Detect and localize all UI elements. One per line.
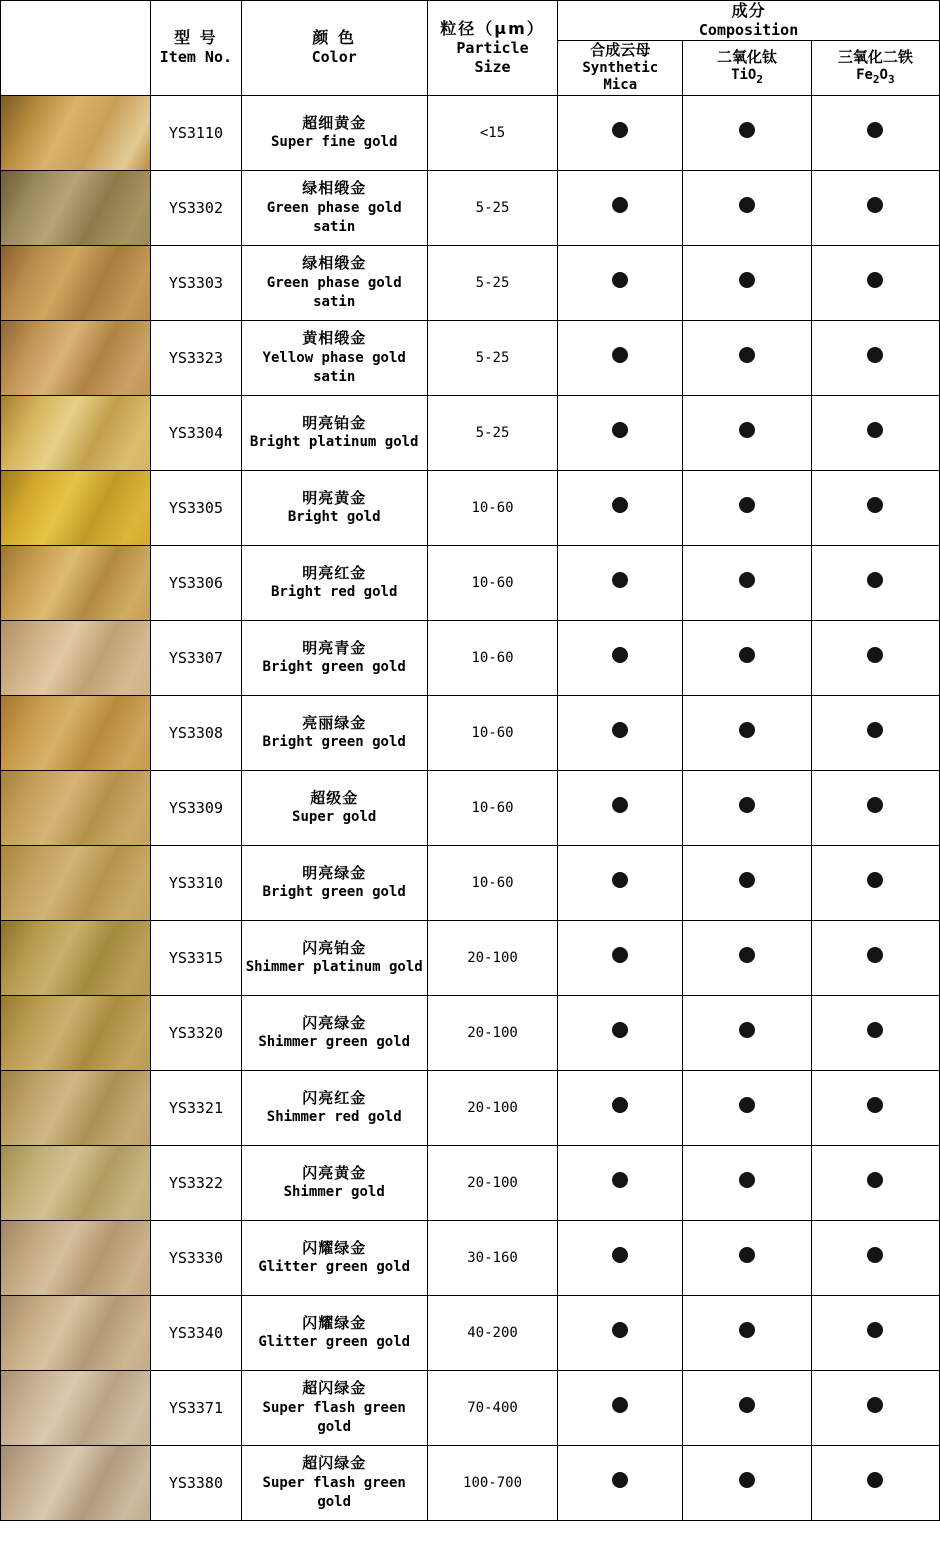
color-name-cell bbox=[241, 170, 427, 245]
filled-dot-icon bbox=[739, 122, 755, 138]
item-no-cell: YS3307 bbox=[151, 620, 241, 695]
particle-size-cell: 10-60 bbox=[427, 470, 557, 545]
particle-size-cell: 5-25 bbox=[427, 245, 557, 320]
filled-dot-icon bbox=[739, 1022, 755, 1038]
color-name-cell bbox=[241, 1070, 427, 1145]
filled-dot-icon bbox=[612, 947, 628, 963]
color-name-cn: 明亮青金 bbox=[302, 638, 367, 657]
item-no-cell: YS3322 bbox=[151, 1145, 241, 1220]
header-tio2-cn: 二氧化钛 bbox=[717, 48, 778, 67]
filled-dot-icon bbox=[612, 1097, 628, 1113]
particle-size-cell: <15 bbox=[427, 95, 557, 170]
filled-dot-icon bbox=[867, 1472, 883, 1488]
filled-dot-icon bbox=[867, 272, 883, 288]
particle-size-cell: 20-100 bbox=[427, 1145, 557, 1220]
filled-dot-icon bbox=[867, 647, 883, 663]
particle-size-cell: 10-60 bbox=[427, 620, 557, 695]
color-name-cell bbox=[241, 845, 427, 920]
filled-dot-icon bbox=[739, 797, 755, 813]
filled-dot-icon bbox=[612, 797, 628, 813]
color-name-cn: 亮丽绿金 bbox=[302, 713, 367, 732]
header-item-no-en: Item No. bbox=[159, 48, 233, 67]
color-name-cn: 闪耀绿金 bbox=[302, 1238, 367, 1257]
filled-dot-icon bbox=[739, 947, 755, 963]
table-row bbox=[1, 770, 940, 845]
filled-dot-icon bbox=[867, 1172, 883, 1188]
composition-tio2-cell bbox=[683, 1220, 811, 1295]
filled-dot-icon bbox=[867, 497, 883, 513]
table-row bbox=[1, 395, 940, 470]
color-name-en: Super flash green gold bbox=[262, 1399, 406, 1435]
composition-tio2-cell bbox=[683, 1070, 811, 1145]
color-name-cell bbox=[241, 545, 427, 620]
product-swatch-cell bbox=[1, 170, 151, 245]
filled-dot-icon bbox=[612, 572, 628, 588]
header-color bbox=[241, 1, 427, 96]
composition-synthetic-mica-cell bbox=[558, 770, 683, 845]
color-name-cn: 闪亮绿金 bbox=[302, 1013, 367, 1032]
filled-dot-icon bbox=[867, 347, 883, 363]
table-row bbox=[1, 1370, 940, 1445]
header-synthetic-mica bbox=[558, 40, 683, 95]
item-no-cell: YS3306 bbox=[151, 545, 241, 620]
filled-dot-icon bbox=[867, 947, 883, 963]
product-swatch-cell bbox=[1, 545, 151, 620]
composition-synthetic-mica-cell bbox=[558, 545, 683, 620]
color-name-cell bbox=[241, 920, 427, 995]
composition-synthetic-mica-cell bbox=[558, 1295, 683, 1370]
item-no-cell: YS3380 bbox=[151, 1445, 241, 1520]
filled-dot-icon bbox=[612, 1172, 628, 1188]
color-name-cn: 明亮黄金 bbox=[302, 488, 367, 507]
header-row-main bbox=[1, 1, 940, 41]
color-name-cell bbox=[241, 1145, 427, 1220]
filled-dot-icon bbox=[739, 1397, 755, 1413]
filled-dot-icon bbox=[867, 1247, 883, 1263]
composition-tio2-cell bbox=[683, 395, 811, 470]
table-row bbox=[1, 95, 940, 170]
color-name-cn: 明亮红金 bbox=[302, 563, 367, 582]
filled-dot-icon bbox=[612, 422, 628, 438]
color-name-cell bbox=[241, 995, 427, 1070]
filled-dot-icon bbox=[739, 647, 755, 663]
composition-synthetic-mica-cell bbox=[558, 1370, 683, 1445]
item-no-cell: YS3320 bbox=[151, 995, 241, 1070]
table-row bbox=[1, 245, 940, 320]
color-name-cell bbox=[241, 770, 427, 845]
color-name-cn: 超闪绿金 bbox=[302, 1454, 367, 1473]
filled-dot-icon bbox=[612, 647, 628, 663]
header-item-no-cn: 型 号 bbox=[174, 28, 218, 48]
composition-synthetic-mica-cell bbox=[558, 695, 683, 770]
table-row bbox=[1, 470, 940, 545]
composition-fe2o3-cell bbox=[811, 1295, 939, 1370]
filled-dot-icon bbox=[867, 722, 883, 738]
filled-dot-icon bbox=[739, 272, 755, 288]
filled-dot-icon bbox=[867, 122, 883, 138]
filled-dot-icon bbox=[612, 1022, 628, 1038]
filled-dot-icon bbox=[612, 722, 628, 738]
filled-dot-icon bbox=[612, 347, 628, 363]
composition-tio2-cell bbox=[683, 1445, 811, 1520]
header-composition bbox=[558, 1, 940, 41]
header-particle-size-en-1: Particle bbox=[456, 39, 529, 57]
composition-synthetic-mica-cell bbox=[558, 620, 683, 695]
header-tio2-en-text: TiO bbox=[731, 67, 757, 84]
header-fe2o3-en-sub1: 2 bbox=[872, 73, 880, 87]
filled-dot-icon bbox=[867, 1097, 883, 1113]
product-swatch-cell bbox=[1, 1145, 151, 1220]
composition-tio2-cell bbox=[683, 1370, 811, 1445]
composition-synthetic-mica-cell bbox=[558, 395, 683, 470]
color-name-en: Green phase gold satin bbox=[266, 199, 402, 235]
composition-tio2-cell bbox=[683, 770, 811, 845]
filled-dot-icon bbox=[739, 1472, 755, 1488]
color-name-cell bbox=[241, 1445, 427, 1520]
product-swatch-cell bbox=[1, 770, 151, 845]
header-particle-size-cn: 粒径（μm） bbox=[440, 19, 545, 38]
header-fe2o3 bbox=[811, 40, 939, 95]
item-no-cell: YS3340 bbox=[151, 1295, 241, 1370]
composition-synthetic-mica-cell bbox=[558, 95, 683, 170]
product-swatch-image bbox=[1, 1071, 150, 1145]
filled-dot-icon bbox=[612, 197, 628, 213]
filled-dot-icon bbox=[612, 497, 628, 513]
composition-fe2o3-cell bbox=[811, 1220, 939, 1295]
color-name-en: Bright red gold bbox=[270, 584, 398, 601]
table-header bbox=[1, 1, 940, 96]
color-name-en: Yellow phase gold satin bbox=[262, 349, 406, 385]
table-row bbox=[1, 845, 940, 920]
item-no-cell: YS3315 bbox=[151, 920, 241, 995]
particle-size-cell: 10-60 bbox=[427, 695, 557, 770]
filled-dot-icon bbox=[739, 722, 755, 738]
filled-dot-icon bbox=[739, 422, 755, 438]
product-swatch-cell bbox=[1, 95, 151, 170]
filled-dot-icon bbox=[867, 1022, 883, 1038]
composition-fe2o3-cell bbox=[811, 245, 939, 320]
product-swatch-cell bbox=[1, 620, 151, 695]
composition-tio2-cell bbox=[683, 995, 811, 1070]
product-swatch-image bbox=[1, 771, 150, 845]
header-synthetic-mica-cn: 合成云母 bbox=[590, 40, 651, 59]
product-swatch-cell bbox=[1, 920, 151, 995]
table-row bbox=[1, 170, 940, 245]
particle-size-cell: 5-25 bbox=[427, 170, 557, 245]
item-no-cell: YS3309 bbox=[151, 770, 241, 845]
header-fe2o3-en-o: O bbox=[879, 67, 888, 84]
item-no-cell: YS3304 bbox=[151, 395, 241, 470]
item-no-cell: YS3371 bbox=[151, 1370, 241, 1445]
composition-tio2-cell bbox=[683, 170, 811, 245]
header-fe2o3-en-fe: Fe bbox=[856, 67, 873, 84]
table-row bbox=[1, 320, 940, 395]
color-name-cell bbox=[241, 470, 427, 545]
composition-tio2-cell bbox=[683, 620, 811, 695]
composition-fe2o3-cell bbox=[811, 920, 939, 995]
particle-size-cell: 40-200 bbox=[427, 1295, 557, 1370]
product-swatch-image bbox=[1, 546, 150, 620]
particle-size-cell: 10-60 bbox=[427, 845, 557, 920]
table-row bbox=[1, 1220, 940, 1295]
header-tio2 bbox=[683, 40, 811, 95]
header-particle-size bbox=[427, 1, 557, 96]
composition-tio2-cell bbox=[683, 845, 811, 920]
color-name-en: Super fine gold bbox=[270, 134, 398, 151]
composition-synthetic-mica-cell bbox=[558, 245, 683, 320]
color-name-cn: 超级金 bbox=[310, 788, 359, 807]
filled-dot-icon bbox=[867, 572, 883, 588]
product-swatch-cell bbox=[1, 470, 151, 545]
header-tio2-en bbox=[683, 67, 810, 87]
product-swatch-image bbox=[1, 171, 150, 245]
composition-fe2o3-cell bbox=[811, 995, 939, 1070]
table-row bbox=[1, 695, 940, 770]
composition-tio2-cell bbox=[683, 695, 811, 770]
color-name-cn: 闪耀绿金 bbox=[302, 1313, 367, 1332]
color-name-en: Bright platinum gold bbox=[249, 434, 419, 451]
product-swatch-cell bbox=[1, 695, 151, 770]
filled-dot-icon bbox=[867, 197, 883, 213]
table-row bbox=[1, 920, 940, 995]
header-swatch-blank bbox=[1, 1, 151, 96]
product-swatch-image bbox=[1, 321, 150, 395]
composition-fe2o3-cell bbox=[811, 545, 939, 620]
filled-dot-icon bbox=[612, 1322, 628, 1338]
composition-synthetic-mica-cell bbox=[558, 1445, 683, 1520]
table-row bbox=[1, 1295, 940, 1370]
composition-fe2o3-cell bbox=[811, 1445, 939, 1520]
filled-dot-icon bbox=[739, 872, 755, 888]
product-swatch-image bbox=[1, 471, 150, 545]
product-swatch-image bbox=[1, 1371, 150, 1445]
composition-fe2o3-cell bbox=[811, 1145, 939, 1220]
composition-synthetic-mica-cell bbox=[558, 995, 683, 1070]
filled-dot-icon bbox=[867, 797, 883, 813]
composition-fe2o3-cell bbox=[811, 470, 939, 545]
color-name-cell bbox=[241, 1220, 427, 1295]
filled-dot-icon bbox=[739, 1172, 755, 1188]
product-swatch-cell bbox=[1, 845, 151, 920]
composition-synthetic-mica-cell bbox=[558, 1145, 683, 1220]
color-name-en: Shimmer green gold bbox=[258, 1034, 411, 1051]
product-swatch-image bbox=[1, 996, 150, 1070]
product-swatch-cell bbox=[1, 1070, 151, 1145]
filled-dot-icon bbox=[739, 1097, 755, 1113]
product-swatch-image bbox=[1, 1221, 150, 1295]
header-fe2o3-en-sub2: 3 bbox=[887, 73, 895, 87]
product-swatch-cell bbox=[1, 245, 151, 320]
filled-dot-icon bbox=[867, 1322, 883, 1338]
composition-fe2o3-cell bbox=[811, 1070, 939, 1145]
header-item-no bbox=[151, 1, 241, 96]
table-row bbox=[1, 1145, 940, 1220]
product-swatch-image bbox=[1, 846, 150, 920]
composition-tio2-cell bbox=[683, 320, 811, 395]
item-no-cell: YS3305 bbox=[151, 470, 241, 545]
product-swatch-cell bbox=[1, 1445, 151, 1520]
composition-synthetic-mica-cell bbox=[558, 845, 683, 920]
filled-dot-icon bbox=[867, 422, 883, 438]
table-row bbox=[1, 995, 940, 1070]
color-name-en: Green phase gold satin bbox=[266, 274, 402, 310]
product-swatch-image bbox=[1, 921, 150, 995]
color-name-cell bbox=[241, 1295, 427, 1370]
product-swatch-image bbox=[1, 246, 150, 320]
product-swatch-cell bbox=[1, 1220, 151, 1295]
item-no-cell: YS3302 bbox=[151, 170, 241, 245]
product-swatch-cell bbox=[1, 395, 151, 470]
item-no-cell: YS3303 bbox=[151, 245, 241, 320]
product-swatch-image bbox=[1, 396, 150, 470]
product-swatch-cell bbox=[1, 1370, 151, 1445]
product-swatch-image bbox=[1, 1296, 150, 1370]
item-no-cell: YS3310 bbox=[151, 845, 241, 920]
color-name-cn: 明亮绿金 bbox=[302, 863, 367, 882]
product-swatch-image bbox=[1, 96, 150, 170]
particle-size-cell: 20-100 bbox=[427, 1070, 557, 1145]
header-fe2o3-cn: 三氧化二铁 bbox=[837, 48, 913, 67]
color-name-en: Bright green gold bbox=[262, 884, 406, 901]
particle-size-cell: 70-400 bbox=[427, 1370, 557, 1445]
header-color-en: Color bbox=[311, 48, 357, 67]
color-name-cn: 超闪绿金 bbox=[302, 1379, 367, 1398]
particle-size-cell: 30-160 bbox=[427, 1220, 557, 1295]
filled-dot-icon bbox=[612, 1472, 628, 1488]
table-row bbox=[1, 1445, 940, 1520]
particle-size-cell: 5-25 bbox=[427, 395, 557, 470]
color-name-cell bbox=[241, 695, 427, 770]
header-composition-cn: 成分 bbox=[731, 1, 766, 20]
filled-dot-icon bbox=[739, 197, 755, 213]
composition-tio2-cell bbox=[683, 1145, 811, 1220]
color-name-cell bbox=[241, 1370, 427, 1445]
color-name-cn: 绿相缎金 bbox=[302, 254, 367, 273]
table-row bbox=[1, 1070, 940, 1145]
filled-dot-icon bbox=[739, 1247, 755, 1263]
composition-tio2-cell bbox=[683, 920, 811, 995]
color-name-cn: 绿相缎金 bbox=[302, 179, 367, 198]
filled-dot-icon bbox=[739, 1322, 755, 1338]
color-name-en: Glitter green gold bbox=[258, 1334, 411, 1351]
color-name-en: Super gold bbox=[292, 809, 377, 826]
item-no-cell: YS3308 bbox=[151, 695, 241, 770]
composition-tio2-cell bbox=[683, 470, 811, 545]
filled-dot-icon bbox=[612, 272, 628, 288]
header-synthetic-mica-en-1: Synthetic bbox=[582, 59, 659, 76]
particle-size-cell: 100-700 bbox=[427, 1445, 557, 1520]
composition-synthetic-mica-cell bbox=[558, 1220, 683, 1295]
composition-fe2o3-cell bbox=[811, 695, 939, 770]
composition-synthetic-mica-cell bbox=[558, 170, 683, 245]
filled-dot-icon bbox=[739, 497, 755, 513]
product-swatch-image bbox=[1, 621, 150, 695]
composition-fe2o3-cell bbox=[811, 620, 939, 695]
filled-dot-icon bbox=[612, 1397, 628, 1413]
header-color-cn: 颜 色 bbox=[312, 28, 356, 48]
table-body bbox=[1, 95, 940, 1520]
color-name-cell bbox=[241, 620, 427, 695]
color-name-cn: 闪亮铂金 bbox=[302, 938, 367, 957]
product-swatch-image bbox=[1, 696, 150, 770]
composition-tio2-cell bbox=[683, 1295, 811, 1370]
header-composition-en: Composition bbox=[698, 21, 799, 39]
color-name-cn: 闪亮红金 bbox=[302, 1088, 367, 1107]
table-row bbox=[1, 620, 940, 695]
item-no-cell: YS3321 bbox=[151, 1070, 241, 1145]
color-name-cn: 闪亮黄金 bbox=[302, 1163, 367, 1182]
composition-tio2-cell bbox=[683, 245, 811, 320]
color-name-en: Shimmer gold bbox=[283, 1184, 385, 1201]
header-tio2-en-sub: 2 bbox=[756, 73, 763, 87]
color-name-cell bbox=[241, 395, 427, 470]
composition-fe2o3-cell bbox=[811, 170, 939, 245]
color-name-cn: 超细黄金 bbox=[302, 113, 367, 132]
header-fe2o3-en bbox=[812, 67, 939, 87]
composition-synthetic-mica-cell bbox=[558, 320, 683, 395]
filled-dot-icon bbox=[612, 872, 628, 888]
product-swatch-image bbox=[1, 1146, 150, 1220]
color-name-cell bbox=[241, 245, 427, 320]
composition-synthetic-mica-cell bbox=[558, 470, 683, 545]
item-no-cell: YS3323 bbox=[151, 320, 241, 395]
color-name-cell bbox=[241, 320, 427, 395]
filled-dot-icon bbox=[612, 1247, 628, 1263]
filled-dot-icon bbox=[612, 122, 628, 138]
color-name-cn: 黄相缎金 bbox=[302, 329, 367, 348]
composition-fe2o3-cell bbox=[811, 845, 939, 920]
product-swatch-cell bbox=[1, 995, 151, 1070]
table-row bbox=[1, 545, 940, 620]
composition-tio2-cell bbox=[683, 95, 811, 170]
color-name-en: Shimmer platinum gold bbox=[245, 959, 423, 976]
color-name-en: Glitter green gold bbox=[258, 1259, 411, 1276]
item-no-cell: YS3330 bbox=[151, 1220, 241, 1295]
color-name-en: Bright green gold bbox=[262, 659, 406, 676]
item-no-cell: YS3110 bbox=[151, 95, 241, 170]
header-synthetic-mica-en-2: Mica bbox=[603, 77, 638, 93]
filled-dot-icon bbox=[739, 347, 755, 363]
particle-size-cell: 5-25 bbox=[427, 320, 557, 395]
particle-size-cell: 20-100 bbox=[427, 920, 557, 995]
particle-size-cell: 10-60 bbox=[427, 545, 557, 620]
color-name-cell bbox=[241, 95, 427, 170]
composition-tio2-cell bbox=[683, 545, 811, 620]
color-name-en: Shimmer red gold bbox=[266, 1109, 402, 1126]
color-name-en: Super flash green gold bbox=[262, 1474, 406, 1510]
composition-synthetic-mica-cell bbox=[558, 920, 683, 995]
composition-fe2o3-cell bbox=[811, 95, 939, 170]
composition-fe2o3-cell bbox=[811, 395, 939, 470]
color-name-cn: 明亮铂金 bbox=[302, 413, 367, 432]
product-swatch-cell bbox=[1, 320, 151, 395]
particle-size-cell: 10-60 bbox=[427, 770, 557, 845]
color-name-en: Bright green gold bbox=[262, 734, 406, 751]
product-swatch-image bbox=[1, 1446, 150, 1520]
composition-synthetic-mica-cell bbox=[558, 1070, 683, 1145]
composition-fe2o3-cell bbox=[811, 320, 939, 395]
filled-dot-icon bbox=[739, 572, 755, 588]
filled-dot-icon bbox=[867, 872, 883, 888]
filled-dot-icon bbox=[867, 1397, 883, 1413]
particle-size-cell: 20-100 bbox=[427, 995, 557, 1070]
color-name-en: Bright gold bbox=[287, 509, 381, 526]
product-swatch-cell bbox=[1, 1295, 151, 1370]
header-particle-size-en-2: Size bbox=[474, 57, 511, 76]
composition-fe2o3-cell bbox=[811, 770, 939, 845]
composition-fe2o3-cell bbox=[811, 1370, 939, 1445]
